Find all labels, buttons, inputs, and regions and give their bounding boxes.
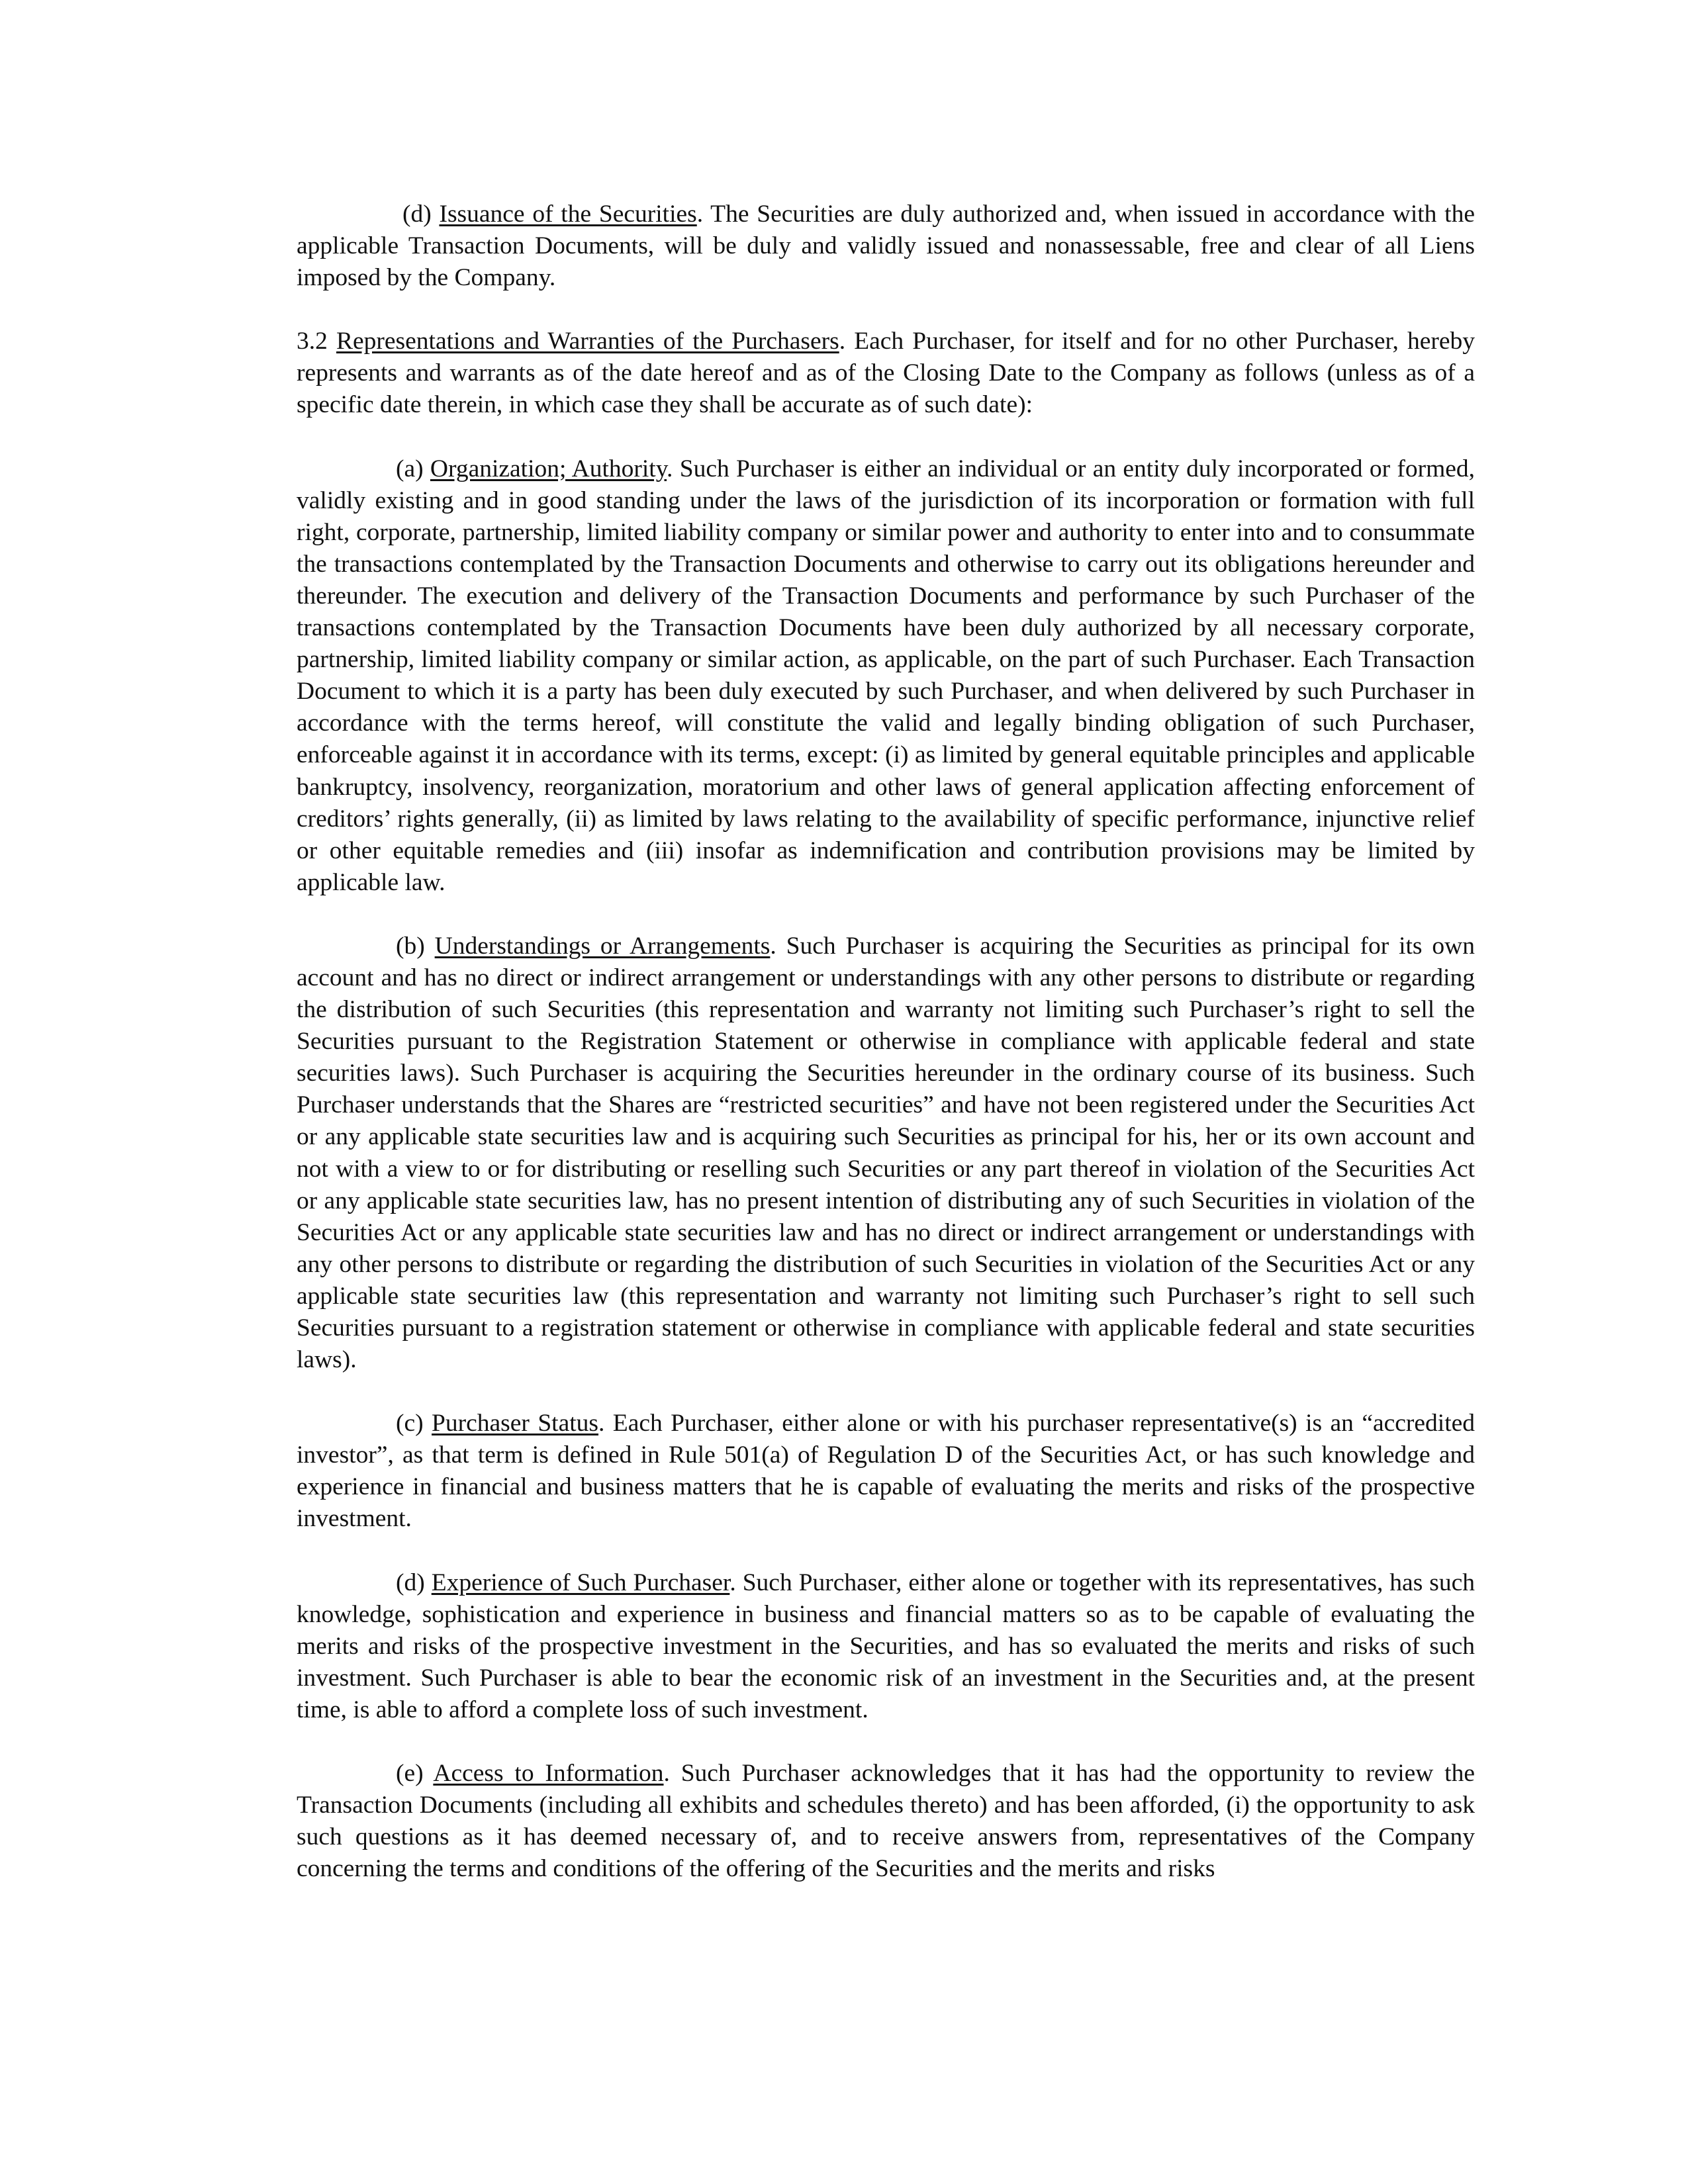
paragraph-prefix: (d) (396, 1569, 432, 1596)
paragraph-experience-of-purchaser (297, 1567, 1475, 1726)
paragraph-body: . Such Purchaser acknowledges that it has had the opportunity to review the Transaction Documents (including all exhibits and schedules thereto) and has been afforded, (i) the opportunity to ask such questions as it has deemed necessary of, and to receive answers from, representatives of the Company concerning the terms and conditions of the offering of the Securities and the merits and risks (297, 1760, 1475, 1883)
paragraph-body: . Such Purchaser is acquiring the Securities as principal for its own account and has no direct or indirect arrangement or understandings with any other persons to distribute or regarding the distribution of such Securities (this representation and warranty not limiting such Purchaser’s right to sell the Securities pursuant to the Registration Statement or otherwise in compliance with applicable federal and state securities laws). Such Purchaser is acquiring the Securities hereunder in the ordinary course of its business. Such Purchaser understands that the Shares are “restricted securities” and have not been registered under the Securities Act or any applicable state securities law and is acquiring such Securities as principal for his, her or its own account and not with a view to or for distributing or reselling such Securities or any part thereof in violation of the Securities Act or any applicable state securities law, has no present intention of distributing any of such Securities in violation of the Securities Act or any applicable state securities law and has no direct or indirect arrangement or understandings with any other persons to distribute or regarding the distribution of such Securities in violation of the Securities Act or any applicable state securities law (this representation and warranty not limiting such Purchaser’s right to sell such Securities pursuant to a registration statement or otherwise in compliance with applicable federal and state securities laws). (297, 932, 1475, 1374)
paragraph-heading: Access to Information (433, 1760, 664, 1788)
document-body (297, 199, 1475, 1917)
paragraph-prefix: (a) (396, 455, 430, 482)
paragraph-body: . The Securities are duly authorized and, when issued in accordance with the applicable Transaction Documents, will be duly and validly issued and nonassessable, free and clear of all Liens imposed by the Company. (297, 201, 1475, 292)
section-heading: Representations and Warranties of the Purchasers (336, 328, 839, 355)
section-3-2-representations (297, 326, 1475, 421)
paragraph-body: . Each Purchaser, either alone or with his purchaser representative(s) is an “accredited investor”, as that term is defined in Rule 501(a) of Regulation D of the Securities Act, or has such knowledge and experience in financial and business matters that he is capable of evaluating the merits and risks of the prospective investment. (297, 1410, 1476, 1533)
section-body: . Each Purchaser, for itself and for no other Purchaser, hereby represents and warrants as of the date hereof and as of the Closing Date to the Company as follows (unless as of a specific date therein, in which case they shall be accurate as of such date): (297, 328, 1476, 419)
paragraph-prefix: (e) (396, 1760, 434, 1788)
paragraph-prefix: (b) (396, 932, 435, 960)
section-number: 3.2 (297, 328, 337, 355)
paragraph-organization-authority (297, 453, 1475, 899)
paragraph-understandings-arrangements (297, 931, 1475, 1376)
paragraph-heading: Understandings or Arrangements (434, 932, 771, 960)
paragraph-heading: Experience of Such Purchaser (431, 1569, 730, 1596)
paragraph-prefix: (c) (396, 1410, 432, 1437)
paragraph-issuance-of-securities (297, 199, 1475, 294)
paragraph-heading: Organization; Authority (430, 455, 667, 482)
paragraph-prefix: (d) (402, 201, 440, 228)
paragraph-heading: Issuance of the Securities (439, 201, 697, 228)
paragraph-body: . Such Purchaser is either an individual or an entity duly incorporated or formed, validly existing and in good standing under the laws of the jurisdiction of its incorporation or formation with full right, corporate, partnership, limited liability company or similar power and authority to enter into and to consummate the transactions contemplated by the Transaction Documents and otherwise to carry out its obligations hereunder and thereunder. The execution and delivery of the Transaction Documents and performance by such Purchaser of the transactions contemplated by the Transaction Documents have been duly authorized by all necessary corporate, partnership, limited liability company or similar action, as applicable, on the part of such Purchaser. Each Transaction Document to which it is a party has been duly executed by such Purchaser, and when delivered by such Purchaser in accordance with the terms hereof, will constitute the valid and legally binding obligation of such Purchaser, enforceable against it in accordance with its terms, except: (i) as limited by general equitable principles and applicable bankruptcy, insolvency, reorganization, moratorium and other laws of general application affecting enforcement of creditors’ rights generally, (ii) as limited by laws relating to the availability of specific performance, injunctive relief or other equitable remedies and (iii) insofar as indemnification and contribution provisions may be limited by applicable law. (297, 455, 1476, 896)
paragraph-body: . Such Purchaser, either alone or together with its representatives, has such knowledge, sophistication and experience in business and financial matters so as to be capable of evaluating the merits and risks of the prospective investment in the Securities, and has so evaluated the merits and risks of such investment. Such Purchaser is able to bear the economic risk of an investment in the Securities and, at the present time, is able to afford a complete loss of such investment. (297, 1569, 1476, 1723)
paragraph-purchaser-status (297, 1408, 1475, 1535)
paragraph-heading: Purchaser Status (432, 1410, 599, 1437)
paragraph-access-to-information (297, 1758, 1475, 1885)
